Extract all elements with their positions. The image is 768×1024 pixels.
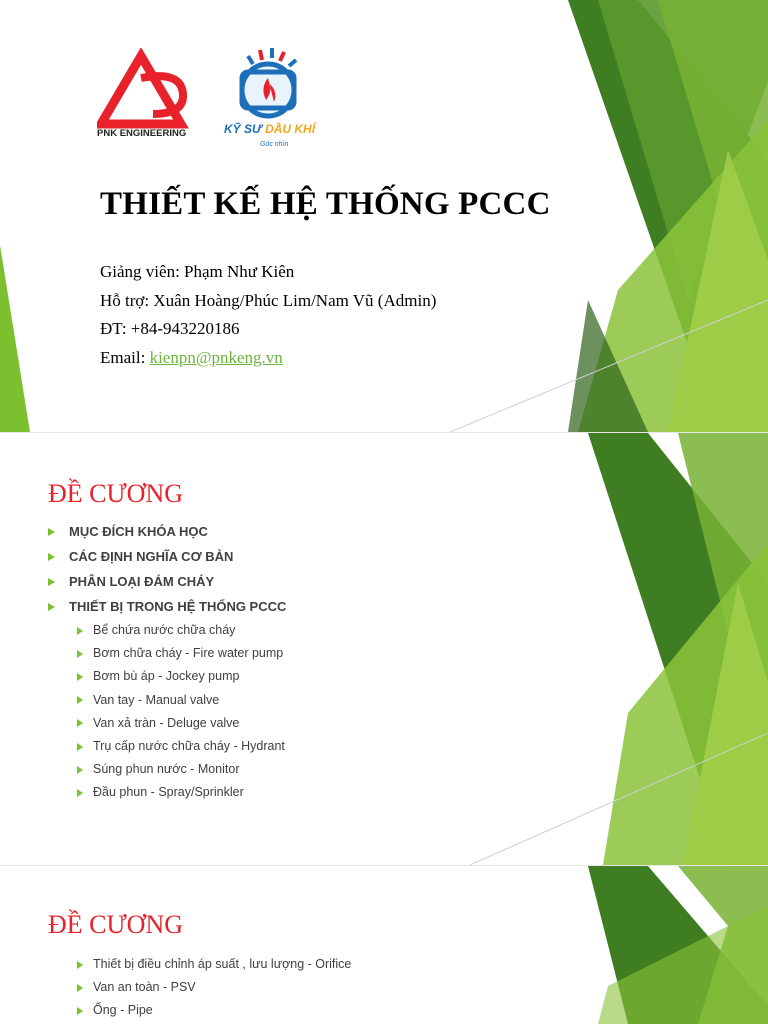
support-line: Hỗ trợ: Xuân Hoàng/Phúc Lim/Nam Vũ (Admin) xyxy=(100,290,437,310)
outline-slide-2 xyxy=(0,866,768,1024)
list-item-label: MỤC ĐÍCH KHÓA HỌC xyxy=(69,524,208,539)
sub-list-item xyxy=(48,999,351,1022)
ky-su-dau-khi-logo xyxy=(220,44,340,156)
sub-list-item-label: Súng phun nước - Monitor xyxy=(93,762,240,777)
arrow-bullet-icon xyxy=(48,553,55,561)
arrow-bullet-icon xyxy=(77,961,83,969)
arrow-bullet-icon xyxy=(77,650,83,658)
sub-list-item xyxy=(48,712,286,735)
arrow-bullet-icon xyxy=(48,528,55,536)
green-decoration xyxy=(588,866,768,1024)
pnk-engineering-logo xyxy=(97,48,197,148)
list-item-label: THIẾT BỊ TRONG HỆ THỐNG PCCC xyxy=(69,599,287,614)
arrow-bullet-icon xyxy=(77,766,83,774)
sub-list-item-label: Van an toàn - PSV xyxy=(93,980,196,995)
sub-list-item xyxy=(48,735,286,758)
list-item xyxy=(48,594,286,619)
email-label: Email: xyxy=(100,347,150,367)
ksdk-logo-icon xyxy=(220,44,340,124)
outline-slide-1 xyxy=(0,433,768,865)
sub-list-item xyxy=(48,781,286,804)
sub-list-item-label: Bơm bù áp - Jockey pump xyxy=(93,669,240,684)
sub-list-item-label: Van xả tràn - Deluge valve xyxy=(93,715,240,730)
arrow-bullet-icon xyxy=(77,719,83,727)
pnk-logo-text: PNK ENGINEERING xyxy=(97,128,187,139)
outline-list xyxy=(48,519,286,805)
left-green-sliver xyxy=(0,245,32,432)
arrow-bullet-icon xyxy=(77,789,83,797)
course-title: THIẾT KẾ HỆ THỐNG PCCC xyxy=(100,186,551,222)
arrow-bullet-icon xyxy=(48,578,55,586)
sub-list-item-label: Trụ cấp nước chữa cháy - Hydrant xyxy=(93,738,285,753)
sub-list-item xyxy=(48,689,286,712)
arrow-bullet-icon xyxy=(77,696,83,704)
email-line xyxy=(100,344,436,373)
sub-list-item-label: Thiết bị điều chỉnh áp suất , lưu lượng - Orifice xyxy=(93,957,352,971)
sub-list-item xyxy=(48,665,286,688)
email-link[interactable]: kienpn@pnkeng.vn xyxy=(149,347,283,367)
outline-list xyxy=(48,953,351,1023)
thin-decor-line xyxy=(450,300,768,432)
phone-line: ĐT: +84-943220186 xyxy=(100,319,240,338)
list-item xyxy=(48,544,286,569)
list-item-label: CÁC ĐỊNH NGHĨA CƠ BẢN xyxy=(69,549,234,564)
sub-list-item-label: Đầu phun - Spray/Sprinkler xyxy=(93,785,244,800)
sub-list-item xyxy=(48,619,286,642)
ksdk-text-1: KỸ SƯ xyxy=(224,122,262,136)
sub-list-item xyxy=(48,953,351,976)
ksdk-text-2: DẦU KHÍ xyxy=(265,122,316,136)
sub-list-item xyxy=(48,758,286,781)
list-item xyxy=(48,519,286,544)
arrow-bullet-icon xyxy=(77,673,83,681)
list-item xyxy=(48,569,286,594)
arrow-bullet-icon xyxy=(48,603,55,611)
title-slide xyxy=(0,0,768,432)
sub-list-item-label: Bơm chữa cháy - Fire water pump xyxy=(93,646,284,661)
sub-list-item-label: Ống - Pipe xyxy=(93,1003,153,1018)
list-item-label: PHÂN LOẠI ĐÁM CHÁY xyxy=(69,574,215,589)
outline-heading: ĐỀ CƯƠNG xyxy=(48,479,184,508)
lecturer-line: Giảng viên: Phạm Như Kiên xyxy=(100,262,295,281)
arrow-bullet-icon xyxy=(77,743,83,751)
contact-info xyxy=(100,258,436,372)
arrow-bullet-icon xyxy=(77,627,83,635)
arrow-bullet-icon xyxy=(77,984,83,992)
thin-decor-line xyxy=(470,733,768,865)
outline-heading: ĐỀ CƯƠNG xyxy=(48,910,184,939)
arrow-bullet-icon xyxy=(77,1007,83,1015)
sub-list-item xyxy=(48,642,286,665)
sub-list-item-label: Bể chứa nước chữa cháy xyxy=(93,623,236,637)
ksdk-text-3: Góc nhìn xyxy=(260,141,289,148)
sub-list-item-label: Van tay - Manual valve xyxy=(93,692,220,707)
sub-list-item xyxy=(48,976,351,999)
